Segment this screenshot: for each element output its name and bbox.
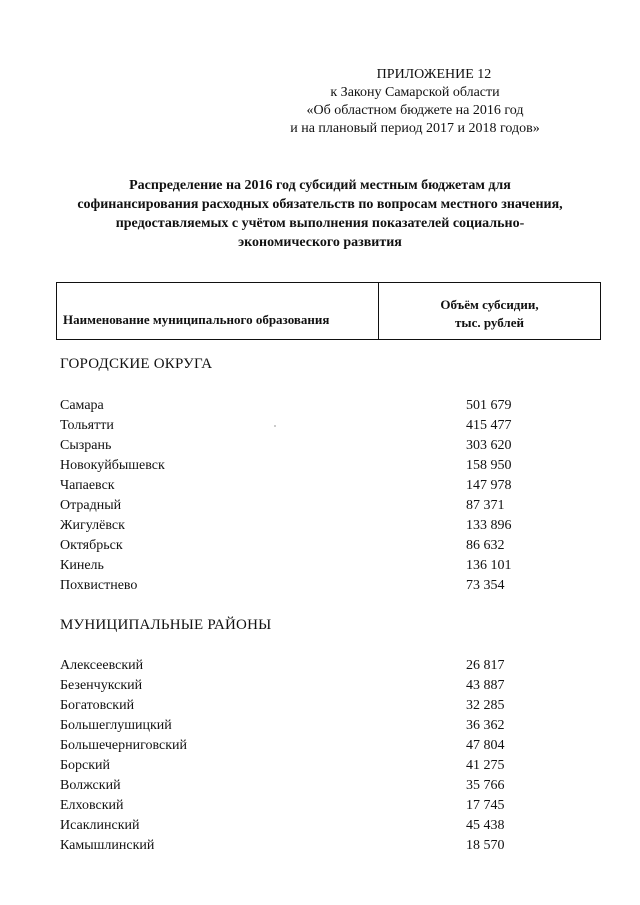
row-name: Кинель bbox=[60, 558, 104, 573]
row-value: 26 817 bbox=[466, 658, 505, 673]
title-line: предоставляемых с учётом выполнения показателей социально- bbox=[115, 216, 525, 231]
list-item bbox=[60, 656, 560, 676]
list-item bbox=[60, 476, 560, 496]
list-item bbox=[60, 496, 560, 516]
row-name: Елховский bbox=[60, 798, 124, 813]
row-value: 18 570 bbox=[466, 838, 505, 853]
list-item bbox=[60, 576, 560, 596]
title-line: софинансирования расходных обязательств по вопросам местного значения, bbox=[77, 197, 563, 212]
list-item bbox=[60, 556, 560, 576]
row-value: 133 896 bbox=[466, 518, 512, 533]
row-name: Чапаевск bbox=[60, 478, 115, 493]
list-item bbox=[60, 776, 560, 796]
appendix-law-line: к Закону Самарской области bbox=[330, 85, 500, 100]
row-value: 147 978 bbox=[466, 478, 512, 493]
row-value: 136 101 bbox=[466, 558, 512, 573]
row-name: Камышлинский bbox=[60, 838, 155, 853]
row-name: Исаклинский bbox=[60, 818, 140, 833]
list-item bbox=[60, 696, 560, 716]
table-header bbox=[56, 282, 601, 340]
row-name: Алексеевский bbox=[60, 658, 144, 673]
list-item bbox=[60, 436, 560, 456]
row-name: Большеглушицкий bbox=[60, 718, 172, 733]
list-item bbox=[60, 536, 560, 556]
row-value: 36 362 bbox=[466, 718, 505, 733]
row-name: Волжский bbox=[60, 778, 121, 793]
row-value: 45 438 bbox=[466, 818, 505, 833]
appendix-budget-line: «Об областном бюджете на 2016 год bbox=[306, 103, 524, 118]
row-value: 73 354 bbox=[466, 578, 505, 593]
column-header-value-line2: тыс. рублей bbox=[455, 315, 524, 330]
column-header-name: Наименование муниципального образования bbox=[57, 283, 379, 339]
row-name: Новокуйбышевск bbox=[60, 458, 165, 473]
row-name: Октябрьск bbox=[60, 538, 123, 553]
list-item bbox=[60, 416, 560, 436]
list-item bbox=[60, 816, 560, 836]
title-line: Распределение на 2016 год субсидий местным бюджетам для bbox=[129, 178, 511, 193]
row-name: Отрадный bbox=[60, 498, 122, 513]
row-value: 87 371 bbox=[466, 498, 505, 513]
row-value: 158 950 bbox=[466, 458, 512, 473]
appendix-header bbox=[250, 66, 580, 138]
list-item bbox=[60, 456, 560, 476]
list-item bbox=[60, 516, 560, 536]
row-name: Жигулёвск bbox=[60, 518, 125, 533]
list-item bbox=[60, 796, 560, 816]
row-name: Борский bbox=[60, 758, 111, 773]
appendix-period-line: и на плановый период 2017 и 2018 годов» bbox=[290, 121, 540, 136]
document-title bbox=[60, 176, 580, 252]
column-header-value-line1: Объём субсидии, bbox=[440, 297, 539, 312]
row-value: 501 679 bbox=[466, 398, 512, 413]
list-item bbox=[60, 676, 560, 696]
row-name: Сызрань bbox=[60, 438, 112, 453]
row-name: Большечерниговский bbox=[60, 738, 188, 753]
row-value: 41 275 bbox=[466, 758, 505, 773]
list-item bbox=[60, 396, 560, 416]
row-name: Безенчукский bbox=[60, 678, 143, 693]
row-value: 43 887 bbox=[466, 678, 505, 693]
row-name: Самара bbox=[60, 398, 104, 413]
municipal-districts-list bbox=[60, 656, 560, 856]
row-value: 86 632 bbox=[466, 538, 505, 553]
section-title-municipal-districts: МУНИЦИПАЛЬНЫЕ РАЙОНЫ bbox=[60, 617, 272, 633]
row-value: 415 477 bbox=[466, 418, 512, 433]
row-value: 47 804 bbox=[466, 738, 505, 753]
list-item bbox=[60, 716, 560, 736]
row-name: Богатовский bbox=[60, 698, 135, 713]
row-value: 35 766 bbox=[466, 778, 505, 793]
column-header-value bbox=[379, 283, 600, 339]
scan-speck bbox=[274, 425, 276, 427]
row-value: 17 745 bbox=[466, 798, 505, 813]
title-line: экономического развития bbox=[238, 235, 402, 250]
list-item bbox=[60, 736, 560, 756]
urban-districts-list bbox=[60, 396, 560, 596]
row-value: 303 620 bbox=[466, 438, 512, 453]
list-item bbox=[60, 756, 560, 776]
list-item bbox=[60, 836, 560, 856]
row-name: Похвистнево bbox=[60, 578, 138, 593]
row-name: Тольятти bbox=[60, 418, 114, 433]
section-title-urban-districts: ГОРОДСКИЕ ОКРУГА bbox=[60, 356, 213, 372]
row-value: 32 285 bbox=[466, 698, 505, 713]
appendix-number: ПРИЛОЖЕНИЕ 12 bbox=[376, 67, 492, 82]
